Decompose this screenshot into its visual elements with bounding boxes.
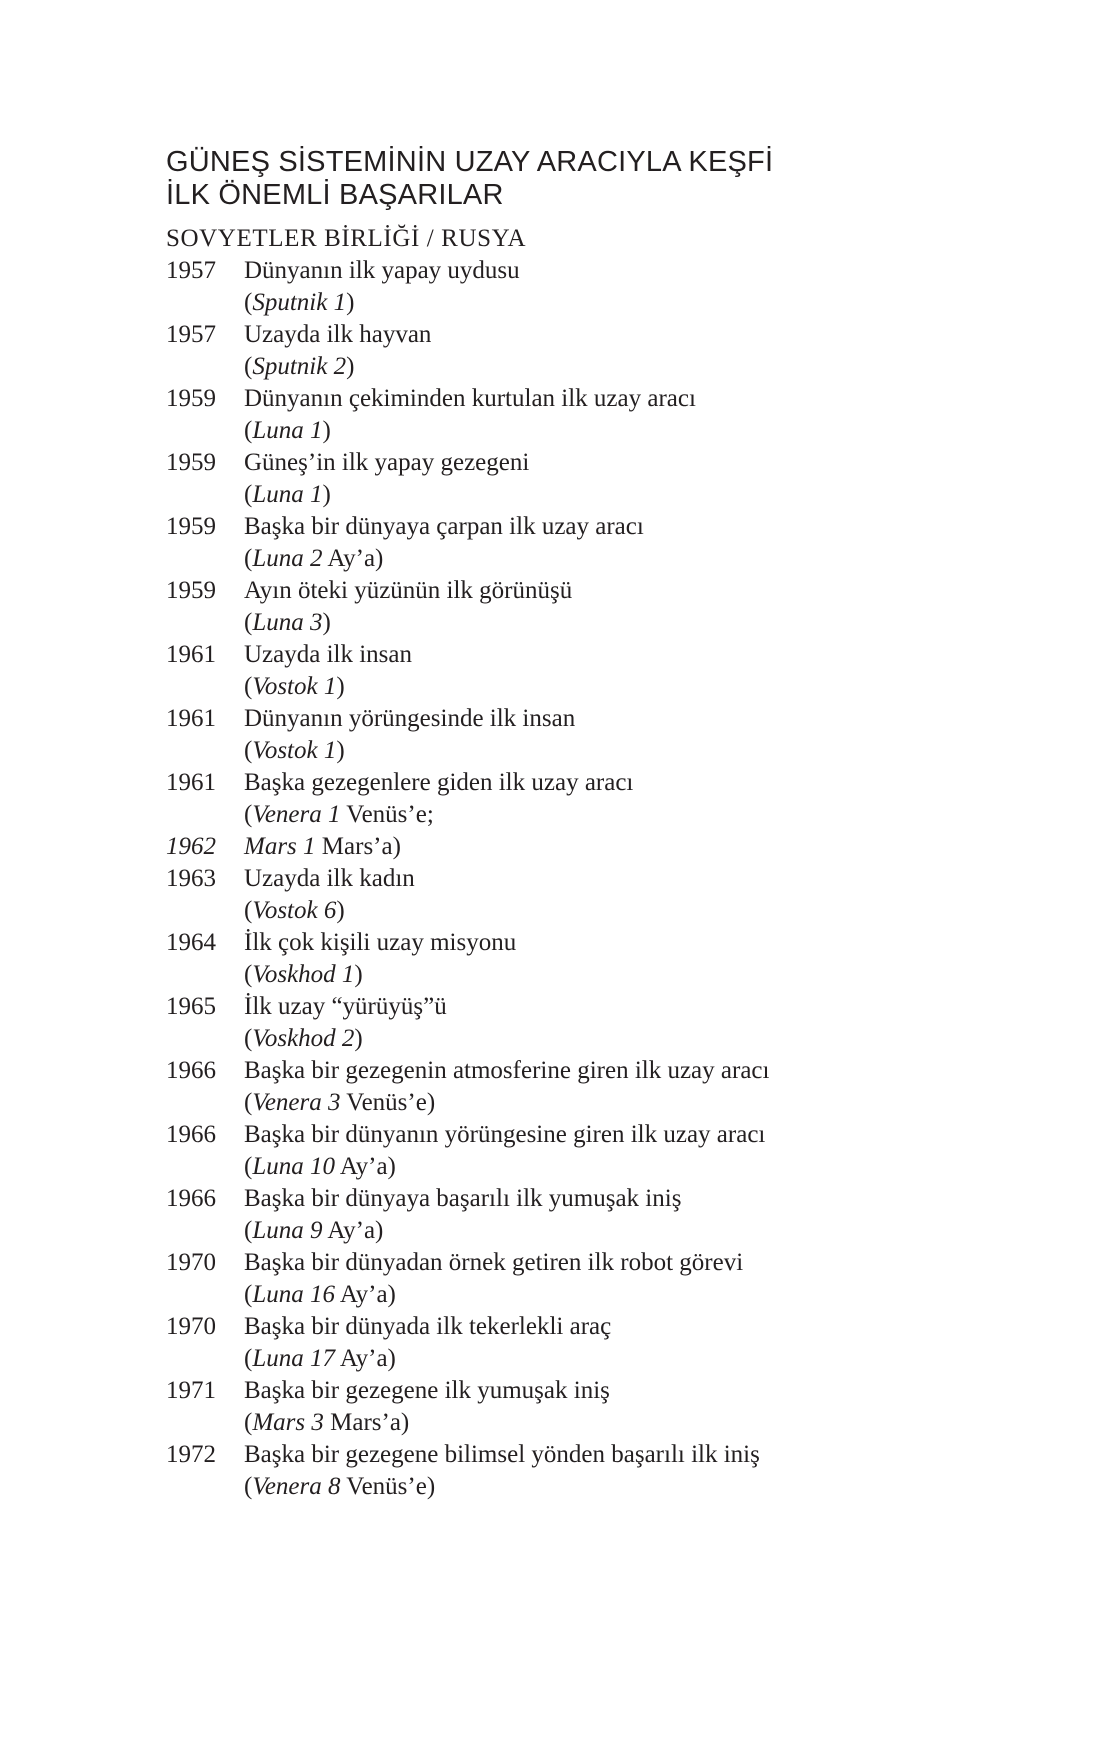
milestone-spacecraft [244,799,1066,831]
spacecraft-target: ) [322,481,331,508]
milestone-year: 1966 [166,1185,216,1212]
milestone-year: 1957 [166,321,216,348]
milestone-description: Dünyanın yörüngesinde ilk insan [244,705,576,732]
spacecraft-name: Luna 2 [252,545,323,572]
milestone-entry [166,319,1066,383]
milestone-body [244,767,1066,831]
open-paren: ( [244,1409,253,1436]
spacecraft-name: Luna 1 [252,481,323,508]
spacecraft-name: Venera 1 [252,801,341,828]
milestone-description: Uzayda ilk insan [244,641,413,668]
milestone-body [244,511,1066,575]
milestone-description: Başka bir gezegenin atmosferine giren ilk uzay aracı [244,1057,770,1084]
milestone-description: Başka bir dünyaya başarılı ilk yumuşak iniş [244,1185,682,1212]
title-line-1: GÜNEŞ SİSTEMİNİN UZAY ARACIYLA KEŞFİ [166,146,774,178]
open-paren: ( [244,609,253,636]
milestone-entry [166,1055,1066,1119]
milestone-year: 1966 [166,1057,216,1084]
milestone-entry [166,575,1066,639]
milestone-body [244,383,1066,447]
milestone-body [244,863,1066,927]
spacecraft-target: ) [336,897,345,924]
spacecraft-target: ) [354,1025,363,1052]
milestone-spacecraft [244,895,1066,927]
spacecraft-target: Ay’a) [322,1217,384,1244]
milestone-spacecraft [244,959,1066,991]
milestone-body [244,1119,1066,1183]
milestone-description: Dünyanın ilk yapay uydusu [244,257,520,284]
milestone-year: 1963 [166,865,216,892]
spacecraft-target: ) [336,737,345,764]
milestone-entry [166,383,1066,447]
open-paren: ( [244,801,253,828]
section-title: SOVYETLER BİRLİĞİ / RUSYA [166,225,527,252]
milestone-entry [166,1247,1066,1311]
spacecraft-name: Mars 1 [244,833,316,860]
milestone-year: 1961 [166,705,216,732]
milestone-description: Başka bir gezegene ilk yumuşak iniş [244,1377,610,1404]
milestone-spacecraft [244,415,1066,447]
spacecraft-name: Venera 3 [252,1089,341,1116]
spacecraft-name: Vostok 6 [252,897,337,924]
milestone-year: 1970 [166,1249,216,1276]
milestone-entry [166,447,1066,511]
milestone-body [244,319,1066,383]
milestone-description: Uzayda ilk hayvan [244,321,432,348]
milestone-entry [166,767,1066,831]
open-paren: ( [244,673,253,700]
milestone-year: 1959 [166,385,216,412]
milestone-year: 1959 [166,577,216,604]
spacecraft-target: Mars’a) [315,833,401,860]
milestone-year: 1961 [166,641,216,668]
spacecraft-target: Ay’a) [322,545,384,572]
milestone-year: 1972 [166,1441,216,1468]
milestone-entry [166,991,1066,1055]
milestone-description: İlk uzay “yürüyüş”ü [244,993,447,1020]
milestone-spacecraft [244,607,1066,639]
open-paren: ( [244,1025,253,1052]
milestone-year: 1965 [166,993,216,1020]
open-paren: ( [244,1345,253,1372]
spacecraft-name: Luna 3 [252,609,323,636]
open-paren: ( [244,1089,253,1116]
milestone-spacecraft [244,1407,1066,1439]
spacecraft-name: Luna 10 [252,1153,335,1180]
open-paren: ( [244,417,253,444]
spacecraft-name: Luna 9 [252,1217,323,1244]
milestone-description: Dünyanın çekiminden kurtulan ilk uzay aracı [244,385,696,412]
milestone-spacecraft [244,543,1066,575]
spacecraft-target: ) [322,417,331,444]
milestone-body [244,447,1066,511]
milestone-entry [166,1439,1066,1503]
milestone-spacecraft [244,671,1066,703]
milestone-body [244,703,1066,767]
milestone-description: Başka bir gezegene bilimsel yönden başarılı ilk iniş [244,1441,760,1468]
milestone-year: 1957 [166,257,216,284]
milestone-description: Uzayda ilk kadın [244,865,415,892]
spacecraft-target: ) [346,289,355,316]
open-paren: ( [244,481,253,508]
open-paren: ( [244,737,253,764]
milestone-year: 1966 [166,1121,216,1148]
milestone-entry [166,639,1066,703]
milestone-entry [166,703,1066,767]
spacecraft-target: ) [346,353,355,380]
spacecraft-target: Venüs’e; [340,801,434,828]
milestone-body [244,255,1066,319]
milestone-spacecraft [244,1023,1066,1055]
spacecraft-name: Luna 16 [252,1281,335,1308]
milestone-spacecraft [244,1087,1066,1119]
milestone-spacecraft [244,351,1066,383]
open-paren: ( [244,897,253,924]
milestone-spacecraft [244,287,1066,319]
milestone-spacecraft [244,1151,1066,1183]
page-content [166,146,1066,1503]
milestone-list [166,255,1066,1503]
milestone-body [244,1055,1066,1119]
open-paren: ( [244,353,253,380]
milestone-body [244,991,1066,1055]
milestone-entry [166,1311,1066,1375]
milestone-entry [166,1183,1066,1247]
spacecraft-target: ) [322,609,331,636]
milestone-year: 1964 [166,929,216,956]
spacecraft-name: Vostok 1 [252,737,337,764]
milestone-spacecraft [244,1471,1066,1503]
open-paren: ( [244,1153,253,1180]
milestone-spacecraft [244,479,1066,511]
spacecraft-name: Venera 8 [252,1473,341,1500]
milestone-description: İlk çok kişili uzay misyonu [244,929,517,956]
milestone-description: Başka gezegenlere giden ilk uzay aracı [244,769,634,796]
spacecraft-target: Venüs’e) [340,1473,436,1500]
spacecraft-name: Vostok 1 [252,673,337,700]
milestone-description: Güneş’in ilk yapay gezegeni [244,449,530,476]
spacecraft-name: Luna 1 [252,417,323,444]
milestone-year: 1962 [166,833,216,860]
milestone-body [244,1311,1066,1375]
spacecraft-name: Luna 17 [252,1345,335,1372]
spacecraft-target: Ay’a) [334,1153,396,1180]
milestone-entry [166,1375,1066,1439]
page-title [166,146,1066,212]
milestone-description: Başka bir dünyaya çarpan ilk uzay aracı [244,513,644,540]
spacecraft-target: Mars’a) [323,1409,410,1436]
spacecraft-name: Sputnik 2 [252,353,347,380]
milestone-entry [166,511,1066,575]
milestone-spacecraft [244,831,1066,863]
milestone-body [244,831,1066,863]
spacecraft-target: Ay’a) [334,1345,396,1372]
milestone-body [244,639,1066,703]
milestone-body [244,1375,1066,1439]
milestone-year: 1959 [166,449,216,476]
spacecraft-name: Voskhod 2 [252,1025,355,1052]
open-paren: ( [244,961,253,988]
milestone-description: Başka bir dünyadan örnek getiren ilk robot görevi [244,1249,744,1276]
spacecraft-name: Mars 3 [252,1409,324,1436]
milestone-entry [166,255,1066,319]
milestone-body [244,1439,1066,1503]
milestone-description: Başka bir dünyada ilk tekerlekli araç [244,1313,612,1340]
milestone-description: Ayın öteki yüzünün ilk görünüşü [244,577,573,604]
spacecraft-name: Sputnik 1 [252,289,347,316]
milestone-entry [166,831,1066,863]
milestone-year: 1959 [166,513,216,540]
milestone-spacecraft [244,1279,1066,1311]
milestone-description: Başka bir dünyanın yörüngesine giren ilk uzay aracı [244,1121,766,1148]
spacecraft-target: ) [354,961,363,988]
spacecraft-target: ) [336,673,345,700]
milestone-body [244,1247,1066,1311]
open-paren: ( [244,289,253,316]
milestone-spacecraft [244,1215,1066,1247]
spacecraft-target: Ay’a) [334,1281,396,1308]
open-paren: ( [244,1281,253,1308]
open-paren: ( [244,1473,253,1500]
milestone-year: 1970 [166,1313,216,1340]
milestone-year: 1961 [166,769,216,796]
milestone-body [244,1183,1066,1247]
open-paren: ( [244,545,253,572]
open-paren: ( [244,1217,253,1244]
spacecraft-name: Voskhod 1 [252,961,355,988]
milestone-entry [166,863,1066,927]
milestone-entry [166,927,1066,991]
spacecraft-target: Venüs’e) [340,1089,436,1116]
milestone-body [244,575,1066,639]
milestone-spacecraft [244,1343,1066,1375]
milestone-year: 1971 [166,1377,216,1404]
milestone-spacecraft [244,735,1066,767]
milestone-entry [166,1119,1066,1183]
milestone-body [244,927,1066,991]
title-line-2: İLK ÖNEMLİ BAŞARILAR [166,179,504,211]
